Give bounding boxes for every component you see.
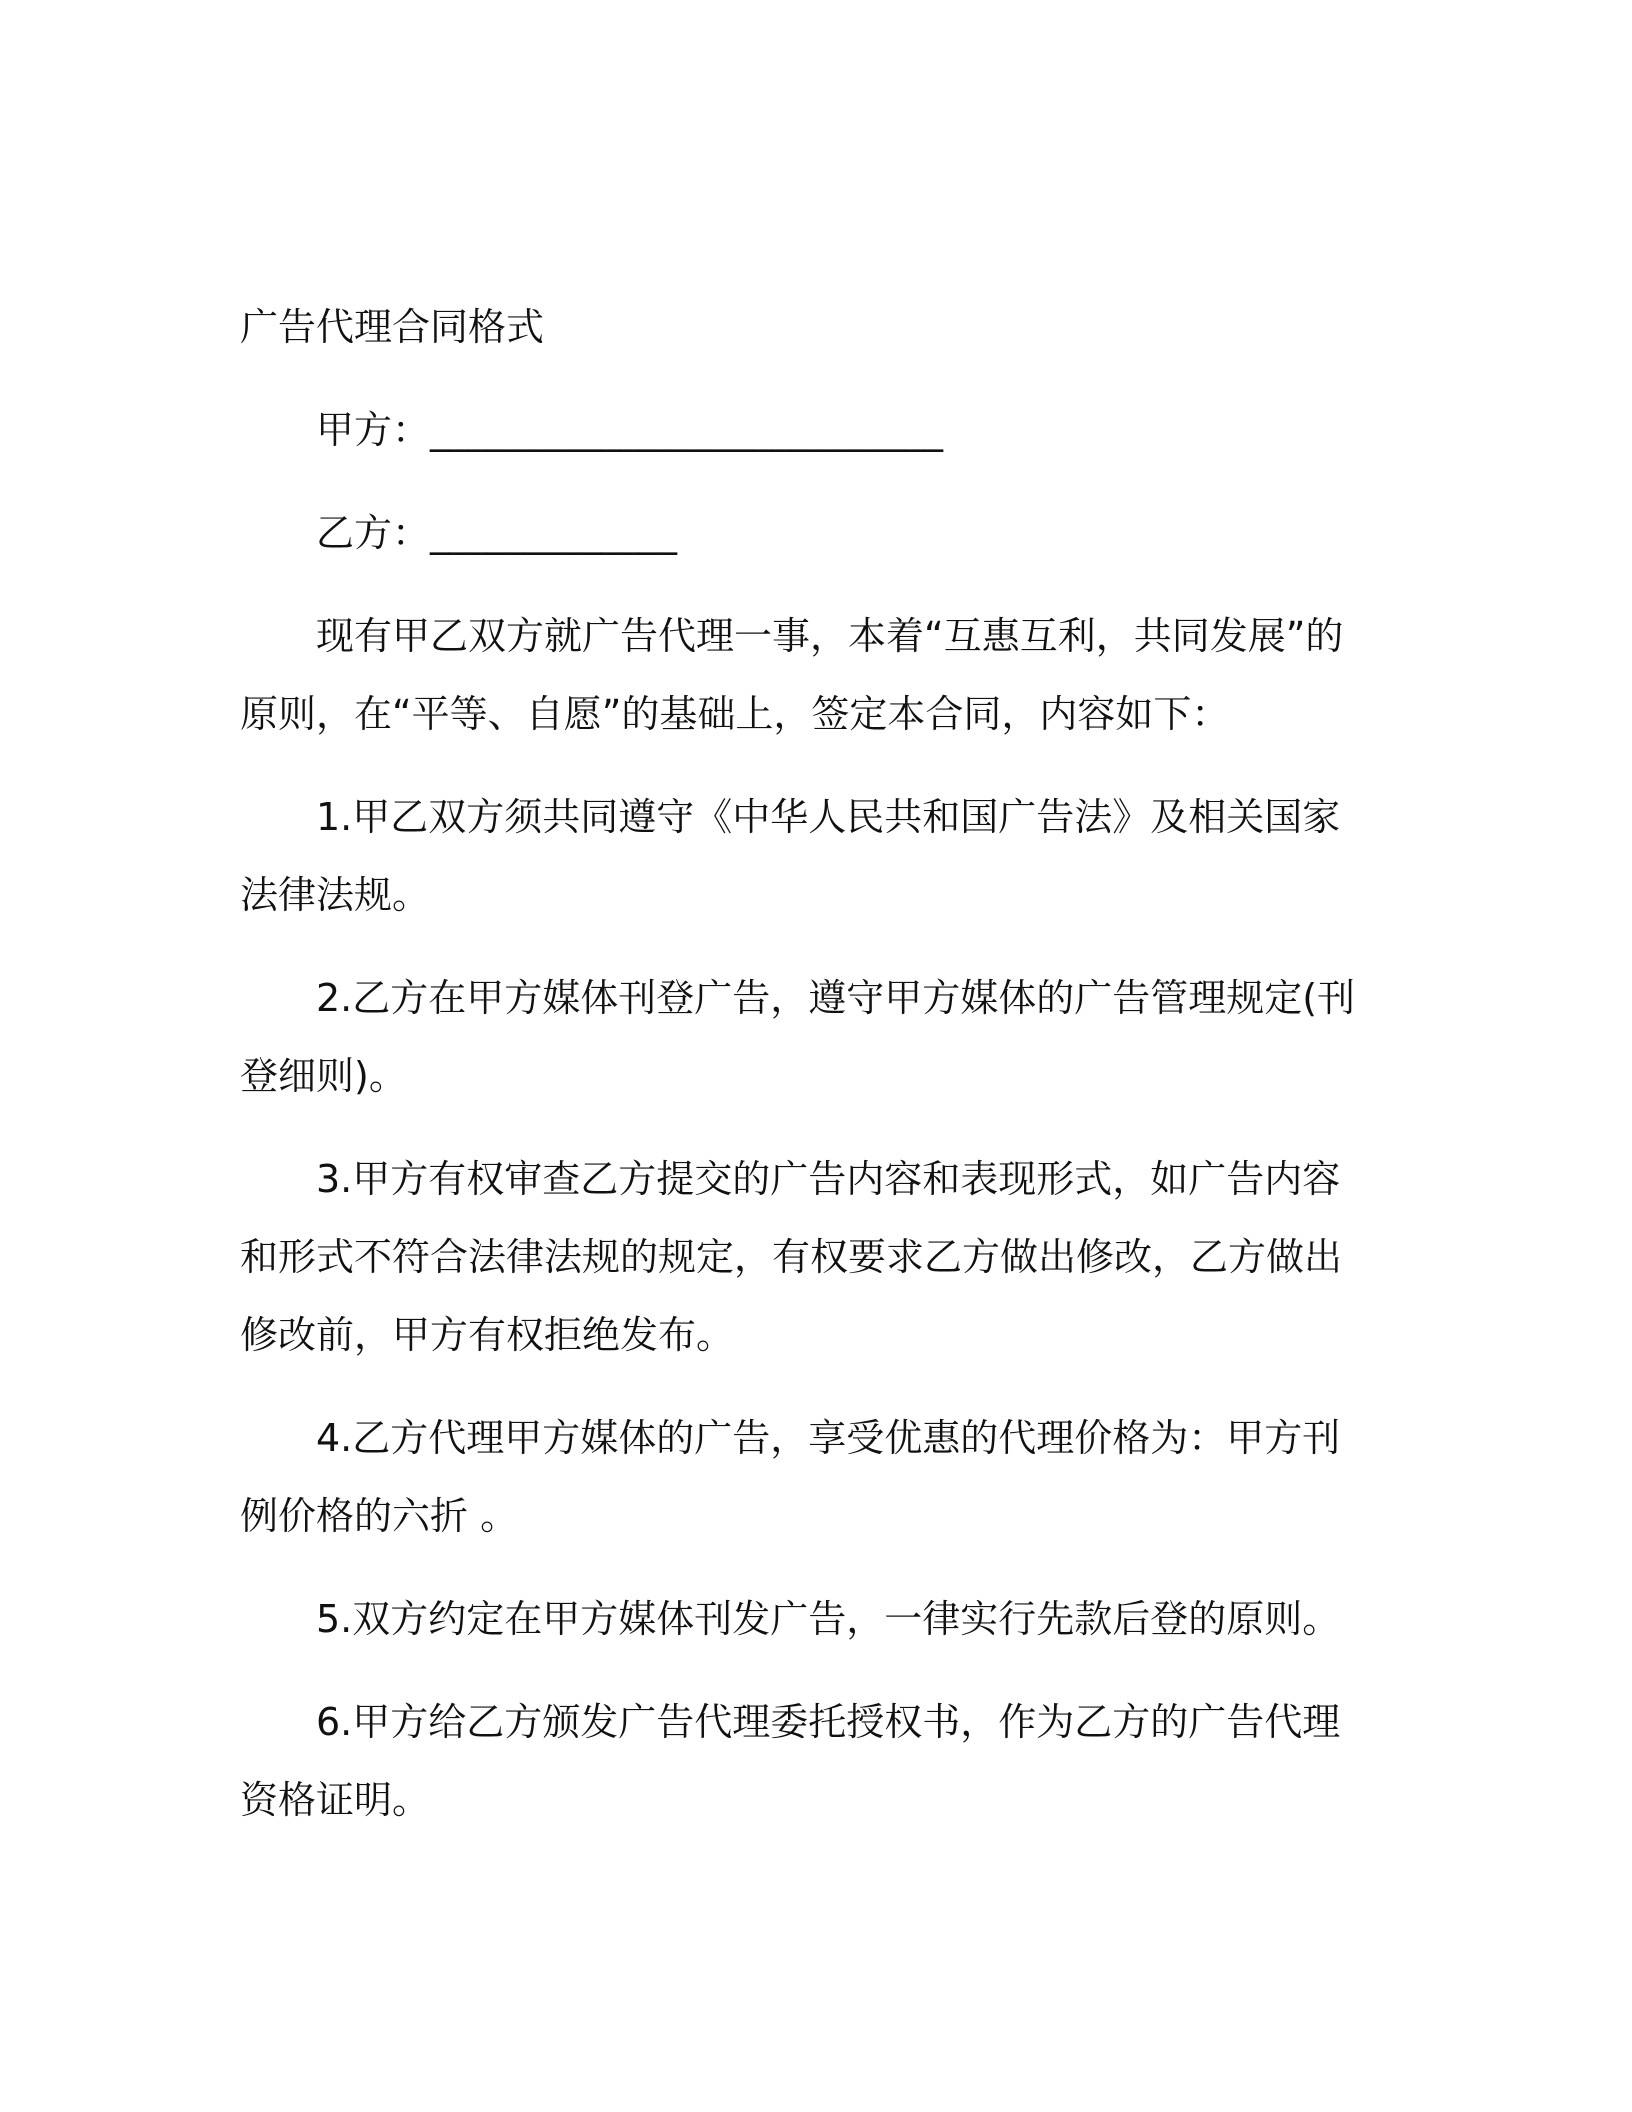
clause-2: 2.乙方在甲方媒体刊登广告，遵守甲方媒体的广告管理规定(刊登细则)。	[240, 976, 1356, 1098]
document-body	[240, 288, 1360, 1864]
party-b-line: 乙方：_____________	[316, 511, 678, 555]
clause-3: 3.甲方有权审查乙方提交的广告内容和表现形式，如广告内容和形式不符合法律法规的规定，有权要求乙方做出修改，乙方做出修改前，甲方有权拒绝发布。	[240, 1157, 1343, 1357]
party-a-line: 甲方：___________________________	[316, 408, 944, 452]
clause-1: 1.甲乙双方须共同遵守《中华人民共和国广告法》及相关国家法律法规。	[240, 795, 1341, 917]
clause-5: 5.双方约定在甲方媒体刊发广告，一律实行先款后登的原则。	[316, 1597, 1341, 1641]
clause-6: 6.甲方给乙方颁发广告代理委托授权书，作为乙方的广告代理资格证明。	[240, 1700, 1341, 1822]
intro-paragraph: 现有甲乙双方就广告代理一事，本着“互惠互利，共同发展”的原则，在“平等、自愿”的基础上，签定本合同，内容如下：	[240, 614, 1344, 736]
clause-4: 4.乙方代理甲方媒体的广告，享受优惠的代理价格为：甲方刊例价格的六折 。	[240, 1416, 1341, 1538]
document-title: 广告代理合同格式	[240, 305, 545, 349]
